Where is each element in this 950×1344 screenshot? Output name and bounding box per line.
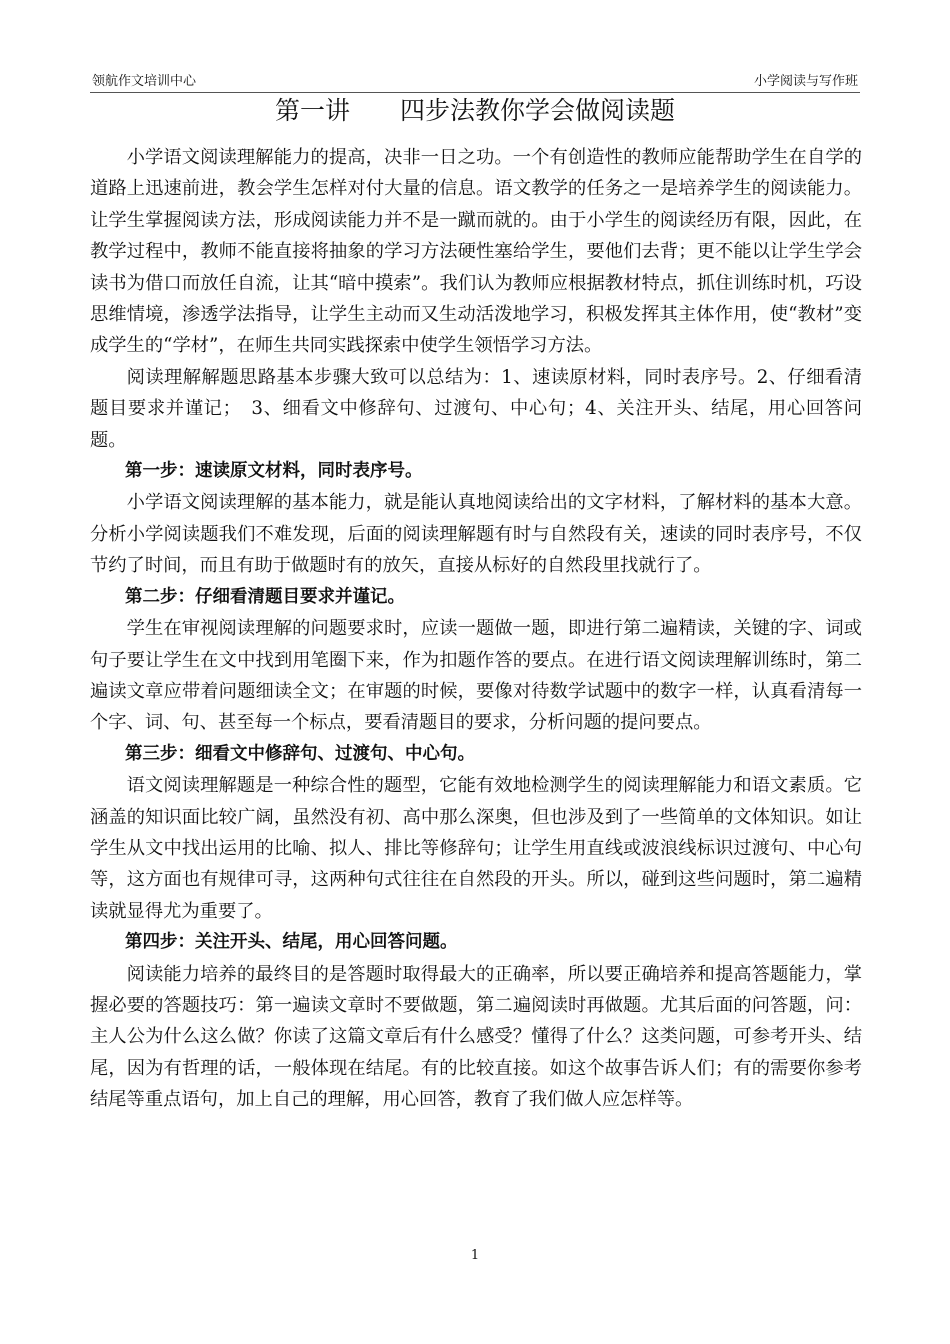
step-3-heading: 第三步：细看文中修辞句、过渡句、中心句。 xyxy=(125,743,475,764)
header-divider xyxy=(90,92,860,93)
step-2-paragraph: 学生在审视阅读理解的问题要求时，应读一题做一题，即进行第二遍精读，关键的字、词或句子要让学生在文中找到用笔圈下来，作为扣题作答的要点。在进行语文阅读理解训练时，第二遍读文章应带着问题细读全文；在审题的时候，要像对待数学试题中的数字一样，认真看清每一个字、词、句、甚至每一个标点，要看清题目的要求，分析问题的提问要点。 xyxy=(90,618,862,734)
step-2-heading: 第二步：仔细看清题目要求并谨记。 xyxy=(125,586,405,607)
page-title: 第一讲 四步法教你学会做阅读题 xyxy=(274,96,675,125)
step-3-paragraph: 语文阅读理解题是一种综合性的题型，它能有效地检测学生的阅读理解能力和语文素质。它涵盖的知识面比较广阔，虽然没有初、高中那么深奥，但也涉及到了一些简单的文体知识。如让学生从文中找出运用的比喻、拟人、排比等修辞句；让学生用直线或波浪线标识过渡句、中心句等，这方面也有规律可寻，这两种句式往往在自然段的开头。所以，碰到这些问题时，第二遍精读就显得尤为重要了。 xyxy=(90,775,862,922)
step-1-heading: 第一步：速读原文材料，同时表序号。 xyxy=(125,461,423,482)
step-4-paragraph: 阅读能力培养的最终目的是答题时取得最大的正确率，所以要正确培养和提高答题能力，掌握必要的答题技巧：第一遍读文章时不要做题，第二遍阅读时再做题。尤其后面的问答题，问：主人公为什么这么做？你读了这篇文章后有什么感受？懂得了什么？这类问题，可参考开头、结尾，因为有哲理的话，一般体现在结尾。有的比较直接。如这个故事告诉人们；有的需要你参考结尾等重点语句，加上自己的理解，用心回答，教育了我们做人应怎样等。 xyxy=(90,963,862,1111)
summary-paragraph: 阅读理解解题思路基本步骤大致可以总结为：1、速读原材料，同时表序号。2、仔细看清题目要求并谨记； 3、细看文中修辞句、过渡句、中心句；4、关注开头、结尾，用心回答问题。 xyxy=(90,366,862,451)
step-4-heading: 第四步：关注开头、结尾，用心回答问题。 xyxy=(125,932,458,953)
step-1-paragraph: 小学语文阅读理解的基本能力，就是能认真地阅读给出的文字材料，了解材料的基本大意。分析小学阅读题我们不难发现，后面的阅读理解题有时与自然段有关，速读的同时表序号，不仅节约了时间，而且有助于做题时有的放矢，直接从标好的自然段里找就行了。 xyxy=(90,492,862,577)
header-left-text: 领航作文培训中心 xyxy=(92,74,197,89)
intro-paragraph: 小学语文阅读理解能力的提高，决非一日之功。一个有创造性的教师应能帮助学生在自学的道路上迅速前进，教会学生怎样对付大量的信息。语文教学的任务之一是培养学生的阅读能力。让学生掌握阅读方法，形成阅读能力并不是一蹴而就的。由于小学生的阅读经历有限，因此，在教学过程中，教师不能直接将抽象的学习方法硬性塞给学生，要他们去背；更不能以让学生学会读书为借口而放任自流，让其“暗中摸索”。我们认为教师应根据教材特点，抓住训练时机，巧设思维情境，渗透学法指导，让学生主动而又生动活泼地学习，积极发挥其主体作用，使“教材”变成学生的“学材”，在师生共同实践探索中使学生领悟学习方法。 xyxy=(90,147,862,357)
page-number: 1 xyxy=(470,1248,480,1263)
document-body xyxy=(90,142,862,1116)
header-right-text: 小学阅读与写作班 xyxy=(753,74,858,89)
